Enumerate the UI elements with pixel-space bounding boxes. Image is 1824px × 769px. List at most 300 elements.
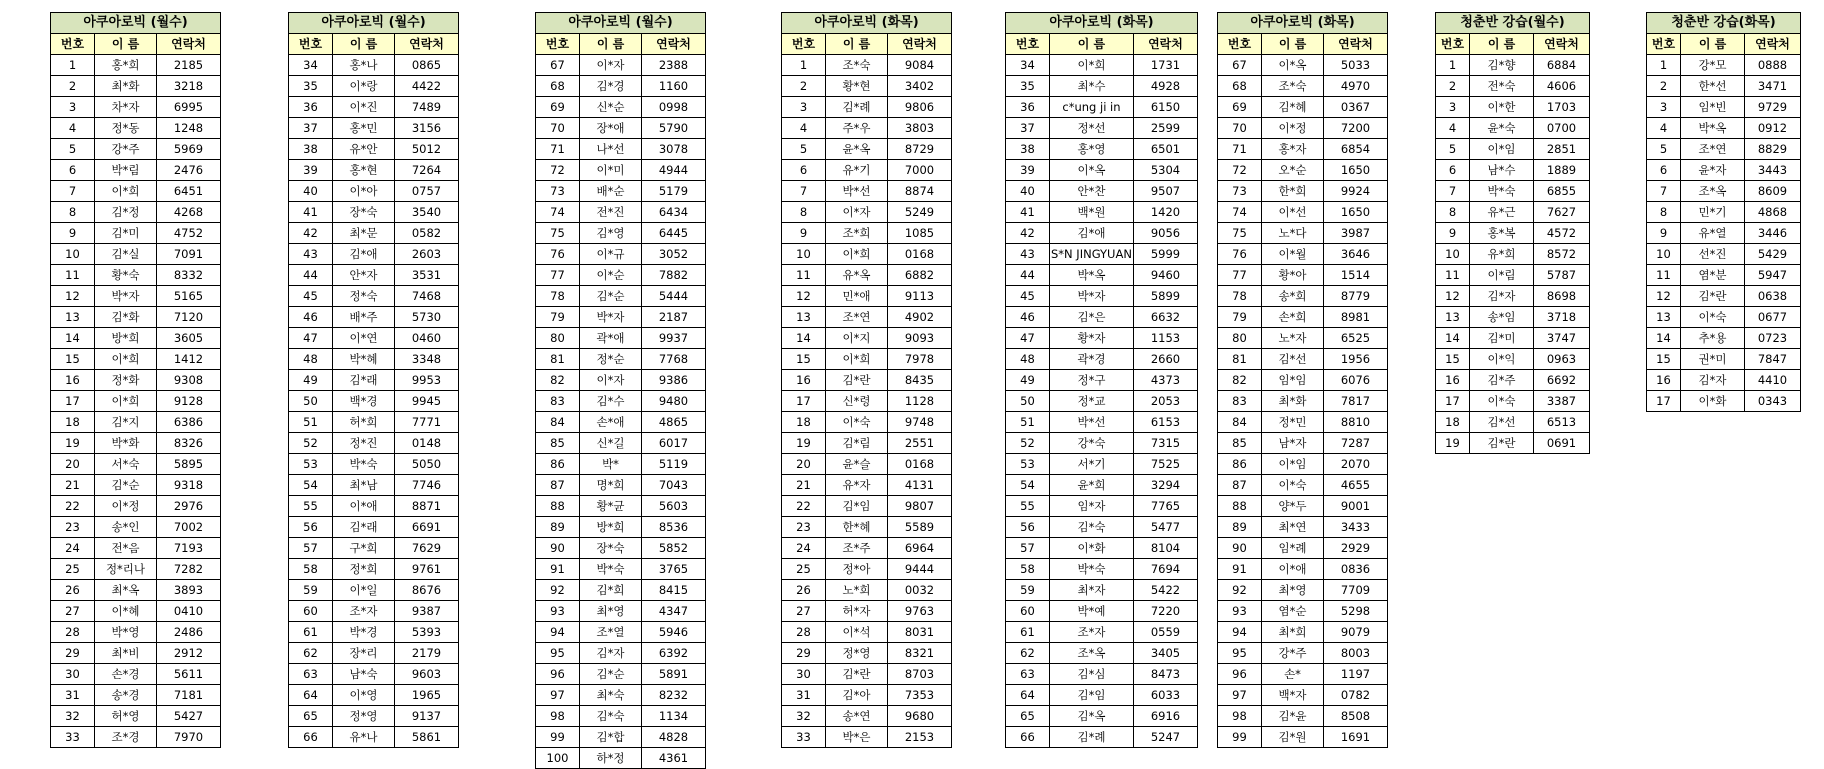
table-row: [289, 538, 459, 559]
table-row: [289, 433, 459, 454]
table-row: [782, 118, 952, 139]
phone-suffix: 7746: [395, 475, 459, 496]
member-name: 김*주: [1470, 370, 1534, 391]
phone-suffix: 6632: [1133, 307, 1197, 328]
member-name: 황*아: [1262, 265, 1324, 286]
table-row: [782, 55, 952, 76]
phone-suffix: 4970: [1324, 76, 1388, 97]
member-name: 하*정: [580, 748, 642, 769]
member-name: 임*자: [1050, 496, 1134, 517]
row-number: 8: [782, 202, 826, 223]
member-name: 백*자: [1262, 685, 1324, 706]
table-row: [536, 706, 706, 727]
member-name: 김*숙: [580, 706, 642, 727]
phone-suffix: 3646: [1324, 244, 1388, 265]
row-number: 21: [782, 475, 826, 496]
row-number: 62: [289, 643, 333, 664]
table-row: [782, 685, 952, 706]
member-name: 이*미: [580, 160, 642, 181]
table-row: [51, 538, 221, 559]
phone-suffix: 4347: [642, 601, 706, 622]
row-number: 32: [782, 706, 826, 727]
row-number: 56: [1006, 517, 1050, 538]
row-number: 46: [289, 307, 333, 328]
member-name: 허*영: [95, 706, 157, 727]
row-number: 4: [782, 118, 826, 139]
table-row: [289, 181, 459, 202]
phone-suffix: 9079: [1324, 622, 1388, 643]
phone-suffix: 4373: [1133, 370, 1197, 391]
phone-suffix: 4410: [1745, 370, 1801, 391]
phone-suffix: 9093: [888, 328, 952, 349]
phone-suffix: 2388: [642, 55, 706, 76]
phone-suffix: 5119: [642, 454, 706, 475]
row-number: 45: [1006, 286, 1050, 307]
table-row: [1006, 160, 1198, 181]
row-number: 26: [782, 580, 826, 601]
phone-suffix: 3443: [1745, 160, 1801, 181]
table-row: [536, 286, 706, 307]
phone-suffix: 4944: [642, 160, 706, 181]
member-name: 허*자: [826, 601, 888, 622]
phone-suffix: 6525: [1324, 328, 1388, 349]
table-row: [1218, 706, 1388, 727]
phone-suffix: 2053: [1133, 391, 1197, 412]
table-row: [536, 244, 706, 265]
member-name: 이*희: [826, 244, 888, 265]
row-number: 12: [1436, 286, 1470, 307]
row-number: 47: [1006, 328, 1050, 349]
row-number: 42: [289, 223, 333, 244]
member-name: 박*옥: [1681, 118, 1745, 139]
member-name: 안*자: [333, 265, 395, 286]
table-row: [1006, 433, 1198, 454]
table-row: [51, 601, 221, 622]
table-row: [289, 76, 459, 97]
phone-suffix: 5477: [1133, 517, 1197, 538]
member-name: 이*일: [333, 580, 395, 601]
phone-suffix: 8536: [642, 517, 706, 538]
row-number: 75: [536, 223, 580, 244]
phone-suffix: 5861: [395, 727, 459, 748]
table-row: [536, 601, 706, 622]
phone-suffix: 3893: [157, 580, 221, 601]
phone-suffix: 6692: [1534, 370, 1590, 391]
row-number: 34: [1006, 55, 1050, 76]
header-number: 번호: [1006, 34, 1050, 55]
table-row: [289, 55, 459, 76]
row-number: 48: [289, 349, 333, 370]
member-name: 황*자: [1050, 328, 1134, 349]
member-name: 이*선: [1262, 202, 1324, 223]
row-number: 56: [289, 517, 333, 538]
row-number: 58: [289, 559, 333, 580]
phone-suffix: 1650: [1324, 160, 1388, 181]
row-number: 12: [51, 286, 95, 307]
member-name: 홍*자: [1262, 139, 1324, 160]
row-number: 16: [51, 370, 95, 391]
table-title: 청춘반 강습(화목): [1647, 13, 1801, 34]
row-number: 16: [782, 370, 826, 391]
row-number: 2: [782, 76, 826, 97]
table-row: [1006, 181, 1198, 202]
table-row: [51, 244, 221, 265]
table-title: 청춘반 강습(월수): [1436, 13, 1590, 34]
table-row: [51, 664, 221, 685]
table-row: [51, 202, 221, 223]
table-row: [289, 265, 459, 286]
member-name: 김*합: [580, 727, 642, 748]
phone-suffix: 9953: [395, 370, 459, 391]
row-number: 36: [289, 97, 333, 118]
row-number: 6: [782, 160, 826, 181]
phone-suffix: 7193: [157, 538, 221, 559]
table-row: [1436, 244, 1590, 265]
header-number: 번호: [1647, 34, 1681, 55]
roster-table: [1646, 12, 1801, 412]
table-row: [51, 727, 221, 748]
row-number: 79: [1218, 307, 1262, 328]
member-name: 정*민: [1262, 412, 1324, 433]
member-name: 조*주: [826, 538, 888, 559]
phone-suffix: 2603: [395, 244, 459, 265]
table-row: [1647, 307, 1801, 328]
table-row: [1006, 685, 1198, 706]
table-row: [1436, 223, 1590, 244]
phone-suffix: 8473: [1133, 664, 1197, 685]
member-name: 김*래: [333, 517, 395, 538]
member-name: 이*석: [826, 622, 888, 643]
table-row: [1647, 265, 1801, 286]
table-row: [782, 664, 952, 685]
table-row: [51, 328, 221, 349]
member-name: 강*숙: [1050, 433, 1134, 454]
row-number: 22: [51, 496, 95, 517]
member-name: 김*정: [95, 202, 157, 223]
phone-suffix: 9444: [888, 559, 952, 580]
row-number: 35: [289, 76, 333, 97]
row-number: 92: [1218, 580, 1262, 601]
phone-suffix: 1153: [1133, 328, 1197, 349]
member-name: 김*순: [580, 286, 642, 307]
row-number: 2: [1436, 76, 1470, 97]
row-number: 47: [289, 328, 333, 349]
table-row: [782, 97, 952, 118]
member-name: 이*희: [95, 181, 157, 202]
table-row: [289, 601, 459, 622]
phone-suffix: 1160: [642, 76, 706, 97]
member-name: 김*자: [1681, 370, 1745, 391]
member-name: 신*령: [826, 391, 888, 412]
member-name: 홍*나: [333, 55, 395, 76]
table-row: [1006, 643, 1198, 664]
header-number: 번호: [782, 34, 826, 55]
row-number: 3: [51, 97, 95, 118]
row-number: 25: [782, 559, 826, 580]
row-number: 54: [1006, 475, 1050, 496]
member-name: 김*아: [826, 685, 888, 706]
phone-suffix: 0700: [1534, 118, 1590, 139]
row-number: 64: [289, 685, 333, 706]
row-number: 86: [536, 454, 580, 475]
phone-suffix: 5895: [157, 454, 221, 475]
table-row: [782, 454, 952, 475]
table-row: [1006, 412, 1198, 433]
table-row: [1218, 160, 1388, 181]
member-name: 최*희: [1262, 622, 1324, 643]
table-row: [1218, 97, 1388, 118]
phone-suffix: 7264: [395, 160, 459, 181]
table-row: [1006, 55, 1198, 76]
table-row: [51, 643, 221, 664]
table-row: [536, 349, 706, 370]
phone-suffix: 6916: [1133, 706, 1197, 727]
phone-suffix: 8326: [157, 433, 221, 454]
row-number: 58: [1006, 559, 1050, 580]
phone-suffix: 5050: [395, 454, 459, 475]
table-row: [536, 727, 706, 748]
member-name: 김*옥: [1050, 706, 1134, 727]
table-row: [1647, 370, 1801, 391]
row-number: 87: [1218, 475, 1262, 496]
row-number: 61: [289, 622, 333, 643]
phone-suffix: 5247: [1133, 727, 1197, 748]
phone-suffix: 3531: [395, 265, 459, 286]
phone-suffix: 5899: [1133, 286, 1197, 307]
table-row: [1647, 118, 1801, 139]
phone-suffix: 0757: [395, 181, 459, 202]
phone-suffix: 7765: [1133, 496, 1197, 517]
row-number: 35: [1006, 76, 1050, 97]
phone-suffix: 7468: [395, 286, 459, 307]
phone-suffix: 5444: [642, 286, 706, 307]
table-row: [1647, 349, 1801, 370]
member-name: 조*숙: [1262, 76, 1324, 97]
header-phone: 연락처: [1133, 34, 1197, 55]
row-number: 9: [1647, 223, 1681, 244]
header-name: 이 름: [333, 34, 395, 55]
row-number: 87: [536, 475, 580, 496]
phone-suffix: 0998: [642, 97, 706, 118]
row-number: 1: [51, 55, 95, 76]
row-number: 1: [782, 55, 826, 76]
phone-suffix: 7629: [395, 538, 459, 559]
table-row: [536, 391, 706, 412]
phone-suffix: 7771: [395, 412, 459, 433]
member-name: 이*연: [333, 328, 395, 349]
row-number: 10: [1647, 244, 1681, 265]
row-number: 8: [1436, 202, 1470, 223]
phone-suffix: 3294: [1133, 475, 1197, 496]
member-name: 이*애: [1262, 559, 1324, 580]
member-name: 최*비: [95, 643, 157, 664]
member-name: 김*화: [95, 307, 157, 328]
member-name: 임*임: [1262, 370, 1324, 391]
phone-suffix: 4131: [888, 475, 952, 496]
table-row: [782, 496, 952, 517]
member-name: 황*숙: [95, 265, 157, 286]
member-name: 홍*현: [333, 160, 395, 181]
table-row: [51, 139, 221, 160]
member-name: 윤*슬: [826, 454, 888, 475]
row-number: 3: [1647, 97, 1681, 118]
phone-suffix: 3718: [1534, 307, 1590, 328]
table-row: [1218, 181, 1388, 202]
roster-table: [535, 12, 706, 769]
table-row: [1218, 643, 1388, 664]
table-row: [782, 412, 952, 433]
table-row: [1436, 76, 1590, 97]
member-name: 김*임: [826, 496, 888, 517]
member-name: 서*기: [1050, 454, 1134, 475]
table-row: [51, 286, 221, 307]
phone-suffix: 7282: [157, 559, 221, 580]
member-name: 이*혜: [95, 601, 157, 622]
member-name: 김*순: [580, 664, 642, 685]
table-row: [782, 706, 952, 727]
phone-suffix: 0782: [1324, 685, 1388, 706]
member-name: 김*례: [826, 97, 888, 118]
phone-suffix: 5422: [1133, 580, 1197, 601]
member-name: 김*지: [95, 412, 157, 433]
phone-suffix: 8729: [888, 139, 952, 160]
row-number: 98: [536, 706, 580, 727]
phone-suffix: 9387: [395, 601, 459, 622]
table-row: [289, 727, 459, 748]
member-name: S*N JINGYUAN: [1050, 244, 1134, 265]
phone-suffix: 7970: [157, 727, 221, 748]
row-number: 5: [782, 139, 826, 160]
member-name: 최*영: [1262, 580, 1324, 601]
row-number: 75: [1218, 223, 1262, 244]
phone-suffix: 5012: [395, 139, 459, 160]
member-name: 박*경: [333, 622, 395, 643]
phone-suffix: 8435: [888, 370, 952, 391]
row-number: 21: [51, 475, 95, 496]
member-name: 윤*자: [1681, 160, 1745, 181]
phone-suffix: 8779: [1324, 286, 1388, 307]
member-name: 홍*영: [1050, 139, 1134, 160]
member-name: 김*수: [580, 391, 642, 412]
phone-suffix: 5611: [157, 664, 221, 685]
phone-suffix: 0888: [1745, 55, 1801, 76]
member-name: 김*은: [1050, 307, 1134, 328]
member-name: 이*임: [1262, 454, 1324, 475]
phone-suffix: 8003: [1324, 643, 1388, 664]
table-row: [1218, 370, 1388, 391]
row-number: 83: [536, 391, 580, 412]
member-name: 정*숙: [333, 286, 395, 307]
table-row: [1006, 118, 1198, 139]
header-name: 이 름: [1470, 34, 1534, 55]
roster-table: [1435, 12, 1590, 454]
phone-suffix: 9084: [888, 55, 952, 76]
phone-suffix: 8415: [642, 580, 706, 601]
row-number: 20: [782, 454, 826, 475]
member-name: 김*미: [1470, 328, 1534, 349]
member-name: 최*화: [95, 76, 157, 97]
row-number: 69: [1218, 97, 1262, 118]
phone-suffix: 7882: [642, 265, 706, 286]
member-name: 조*연: [1681, 139, 1745, 160]
row-number: 76: [1218, 244, 1262, 265]
phone-suffix: 7525: [1133, 454, 1197, 475]
table-row: [536, 517, 706, 538]
phone-suffix: 7353: [888, 685, 952, 706]
row-number: 8: [51, 202, 95, 223]
member-name: 이*정: [1262, 118, 1324, 139]
member-name: 방*희: [580, 517, 642, 538]
member-name: 이*익: [1470, 349, 1534, 370]
member-name: 송*희: [1262, 286, 1324, 307]
phone-suffix: 8829: [1745, 139, 1801, 160]
row-number: 77: [1218, 265, 1262, 286]
table-row: [51, 97, 221, 118]
phone-suffix: 6691: [395, 517, 459, 538]
table-row: [289, 580, 459, 601]
row-number: 9: [782, 223, 826, 244]
member-name: 김*자: [580, 643, 642, 664]
phone-suffix: 4422: [395, 76, 459, 97]
table-row: [289, 706, 459, 727]
phone-suffix: 8981: [1324, 307, 1388, 328]
table-row: [1218, 580, 1388, 601]
row-number: 81: [1218, 349, 1262, 370]
row-number: 45: [289, 286, 333, 307]
member-name: 백*경: [333, 391, 395, 412]
table-row: [1006, 727, 1198, 748]
row-number: 7: [1647, 181, 1681, 202]
table-row: [1218, 223, 1388, 244]
member-name: 유*기: [826, 160, 888, 181]
member-name: 윤*희: [1050, 475, 1134, 496]
phone-suffix: 0912: [1745, 118, 1801, 139]
member-name: 이*랑: [333, 76, 395, 97]
row-number: 44: [289, 265, 333, 286]
member-name: 장*숙: [580, 538, 642, 559]
member-name: 한*선: [1681, 76, 1745, 97]
table-row: [1006, 370, 1198, 391]
phone-suffix: 6392: [642, 643, 706, 664]
row-number: 14: [1647, 328, 1681, 349]
member-name: 박*선: [1050, 412, 1134, 433]
row-number: 33: [782, 727, 826, 748]
phone-suffix: 1248: [157, 118, 221, 139]
table-row: [1218, 433, 1388, 454]
member-name: 최*자: [1050, 580, 1134, 601]
phone-suffix: 6153: [1133, 412, 1197, 433]
phone-suffix: 5790: [642, 118, 706, 139]
row-number: 50: [1006, 391, 1050, 412]
phone-suffix: 9807: [888, 496, 952, 517]
row-number: 19: [1436, 433, 1470, 454]
row-number: 85: [1218, 433, 1262, 454]
member-name: 강*주: [95, 139, 157, 160]
row-number: 29: [51, 643, 95, 664]
phone-suffix: 5427: [157, 706, 221, 727]
table-row: [1436, 307, 1590, 328]
row-number: 91: [536, 559, 580, 580]
phone-suffix: 4902: [888, 307, 952, 328]
phone-suffix: 1128: [888, 391, 952, 412]
row-number: 11: [1647, 265, 1681, 286]
table-row: [1647, 286, 1801, 307]
member-name: 홍*복: [1470, 223, 1534, 244]
row-number: 4: [1647, 118, 1681, 139]
member-name: 조*열: [580, 622, 642, 643]
member-name: 염*분: [1681, 265, 1745, 286]
row-number: 69: [536, 97, 580, 118]
